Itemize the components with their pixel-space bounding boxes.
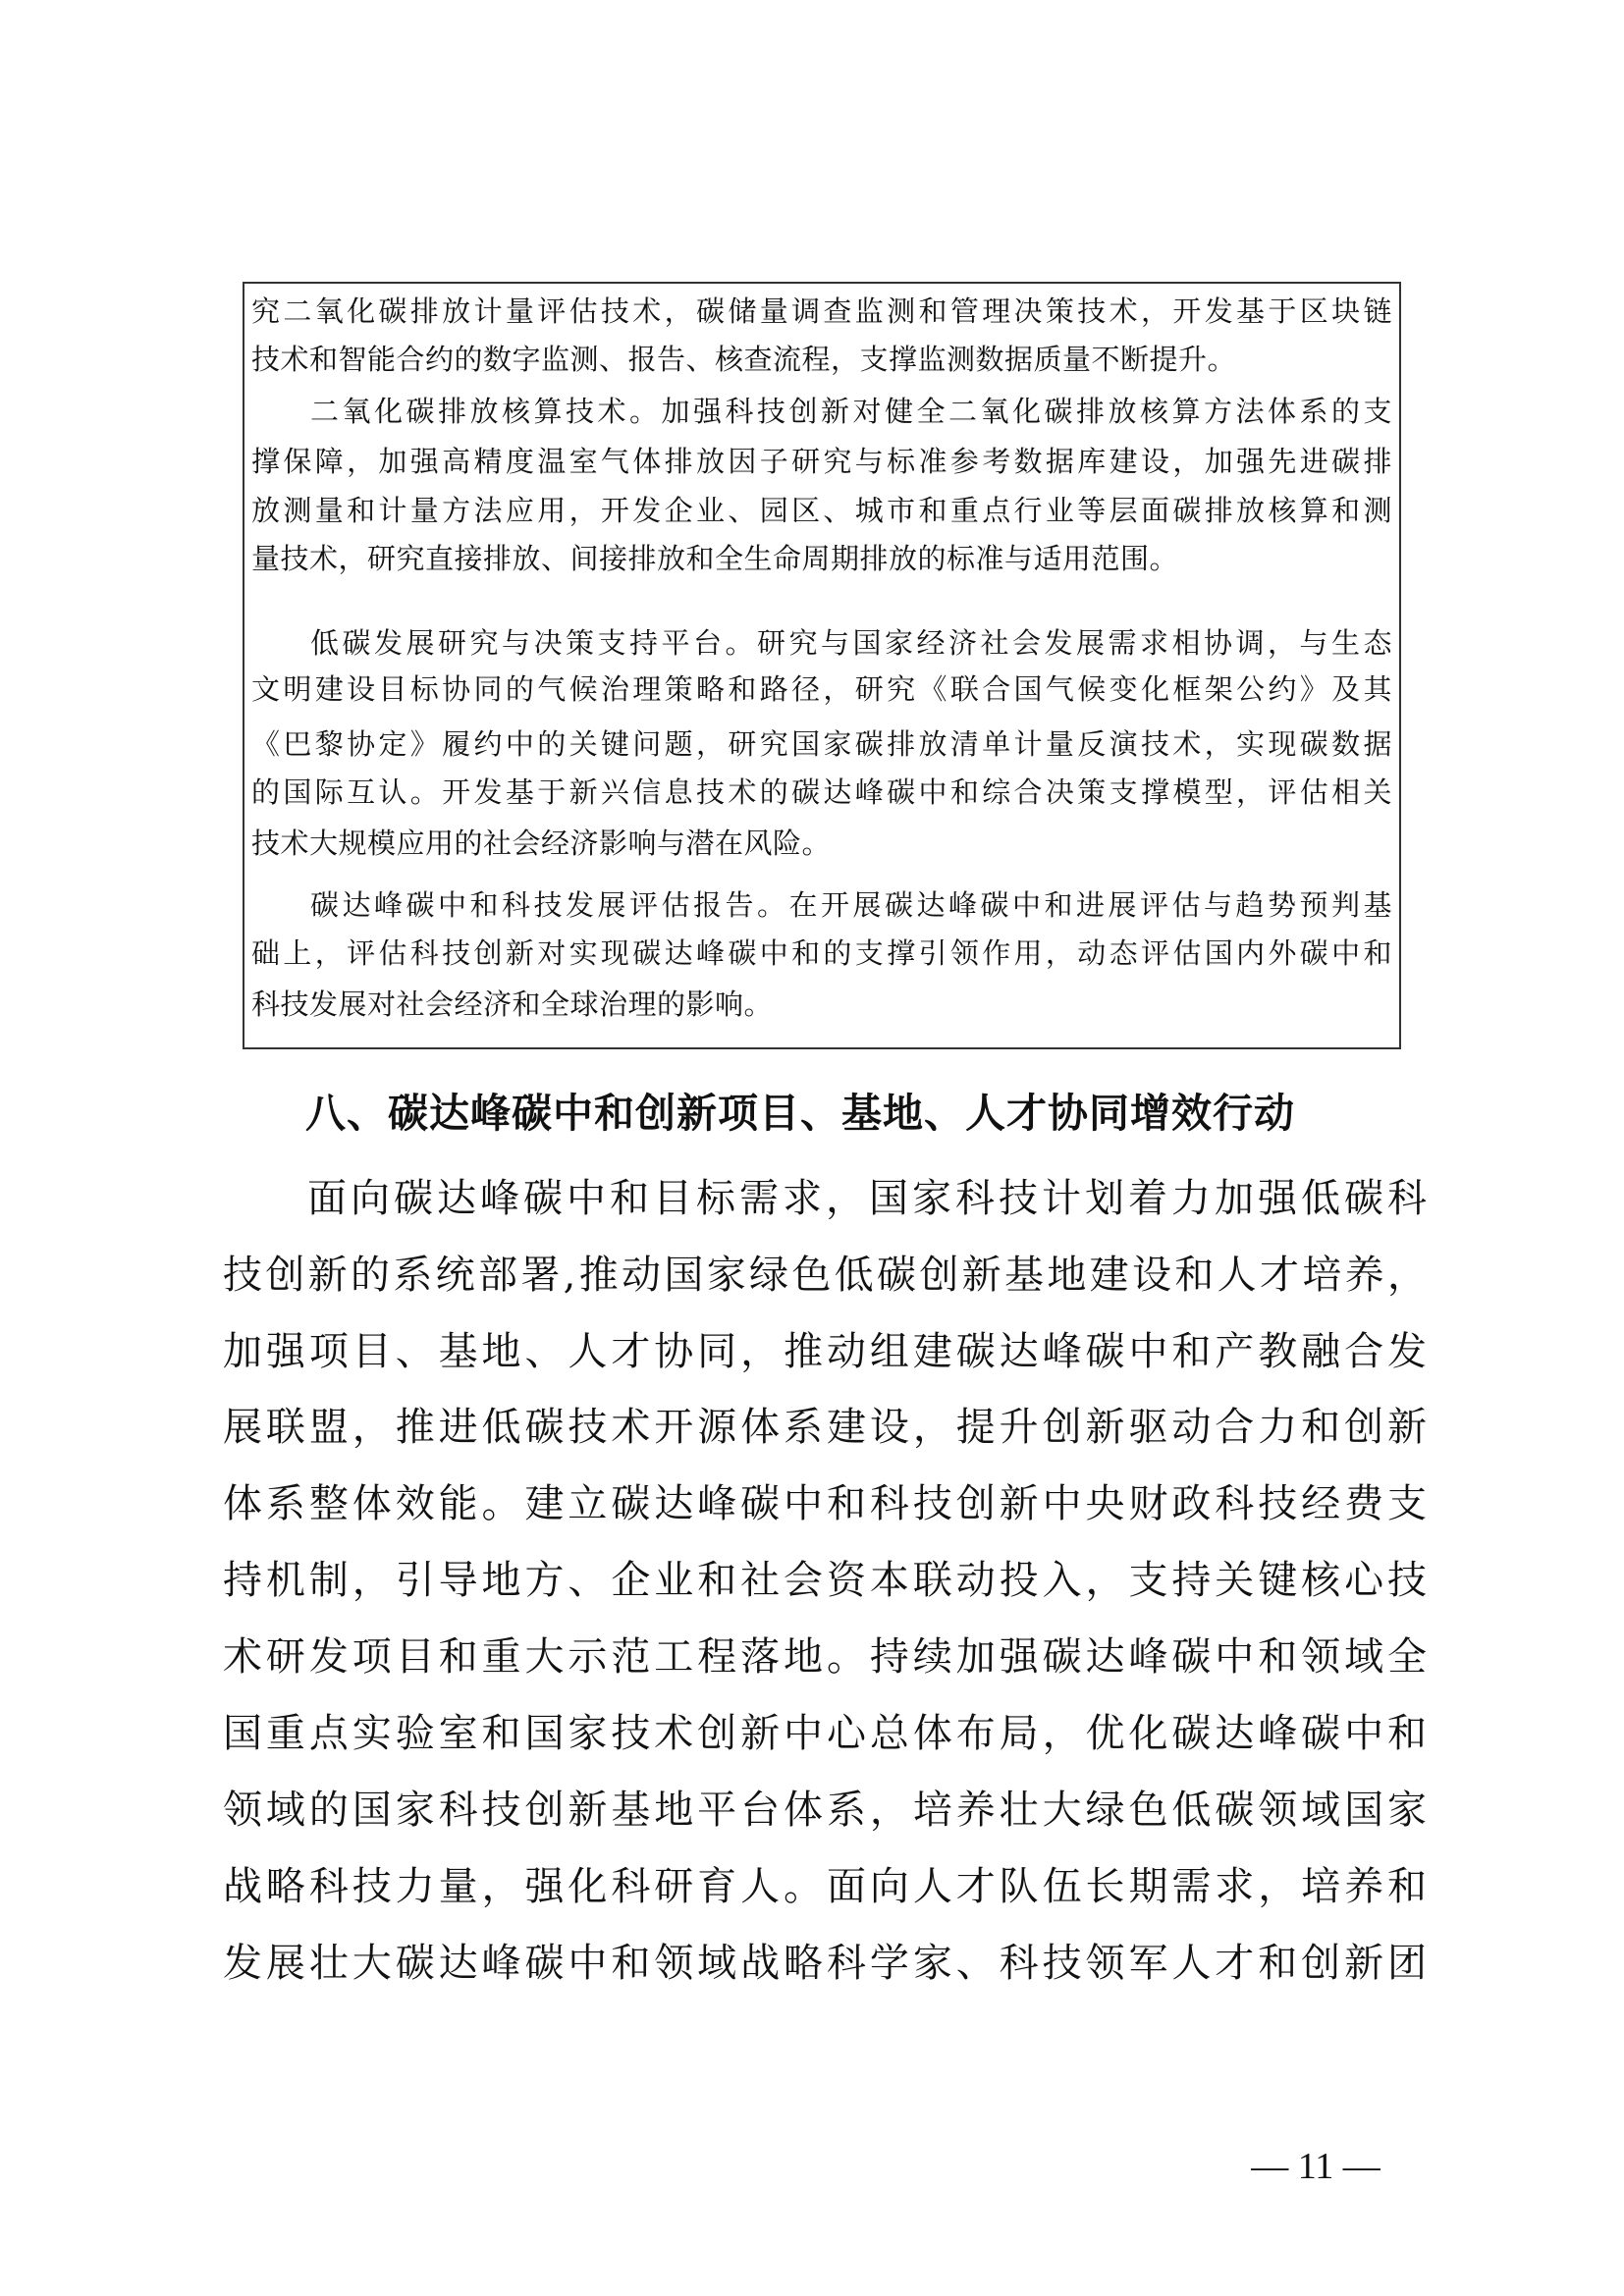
- box-line: 的国际互认。开发基于新兴信息技术的碳达峰碳中和综合决策支撑模型，评估相关: [251, 775, 1392, 809]
- box-line: 量技术，研究直接排放、间接排放和全生命周期排放的标准与适用范围。: [251, 542, 1179, 575]
- body-line: 国重点实验室和国家技术创新中心总体布局，优化碳达峰碳中和: [223, 1711, 1427, 1756]
- body-line: 面向碳达峰碳中和目标需求，国家科技计划着力加强低碳科: [307, 1176, 1427, 1221]
- box-line: 《巴黎协定》履约中的关键问题，研究国家碳排放清单计量反演技术，实现碳数据: [251, 727, 1392, 761]
- body-line: 加强项目、基地、人才协同，推动组建碳达峰碳中和产教融合发: [223, 1329, 1427, 1374]
- body-line: 术研发项目和重大示范工程落地。持续加强碳达峰碳中和领域全: [223, 1634, 1427, 1680]
- box-line: 技术大规模应用的社会经济影响与潜在风险。: [251, 827, 832, 860]
- box-line: 碳达峰碳中和科技发展评估报告。在开展碳达峰碳中和进展评估与趋势预判基: [310, 888, 1392, 922]
- body-line: 展联盟，推进低碳技术开源体系建设，提升创新驱动合力和创新: [223, 1405, 1427, 1450]
- body-line: 持机制，引导地方、企业和社会资本联动投入，支持关键核心技: [223, 1558, 1427, 1603]
- body-line: 技创新的系统部署,推动国家绿色低碳创新基地建设和人才培养，: [223, 1253, 1427, 1298]
- body-line: 发展壮大碳达峰碳中和领域战略科学家、科技领军人才和创新团: [223, 1941, 1427, 1986]
- box-line: 文明建设目标协同的气候治理策略和路径，研究《联合国气候变化框架公约》及其: [251, 672, 1392, 706]
- body-line: 战略科技力量，强化科研育人。面向人才队伍长期需求，培养和: [223, 1864, 1427, 1909]
- box-line: 科技发展对社会经济和全球治理的影响。: [251, 988, 774, 1021]
- page-number: — 11 —: [1251, 2146, 1380, 2187]
- section-heading: 八、碳达峰碳中和创新项目、基地、人才协同增效行动: [305, 1090, 1295, 1137]
- box-line: 低碳发展研究与决策支持平台。研究与国家经济社会发展需求相协调，与生态: [310, 626, 1392, 660]
- body-line: 领域的国家科技创新基地平台体系，培养壮大绿色低碳领域国家: [223, 1788, 1427, 1833]
- box-line: 撑保障，加强高精度温室气体排放因子研究与标准参考数据库建设，加强先进碳排: [251, 445, 1392, 478]
- box-line: 技术和智能合约的数字监测、报告、核查流程，支撑监测数据质量不断提升。: [251, 343, 1237, 376]
- box-line: 放测量和计量方法应用，开发企业、园区、城市和重点行业等层面碳排放核算和测: [251, 494, 1392, 527]
- box-line: 二氧化碳排放核算技术。加强科技创新对健全二氧化碳排放核算方法体系的支: [310, 395, 1392, 428]
- box-line: 究二氧化碳排放计量评估技术，碳储量调查监测和管理决策技术，开发基于区块链: [251, 294, 1392, 328]
- box-line: 础上，评估科技创新对实现碳达峰碳中和的支撑引领作用，动态评估国内外碳中和: [251, 936, 1392, 970]
- body-line: 体系整体效能。建立碳达峰碳中和科技创新中央财政科技经费支: [223, 1481, 1427, 1526]
